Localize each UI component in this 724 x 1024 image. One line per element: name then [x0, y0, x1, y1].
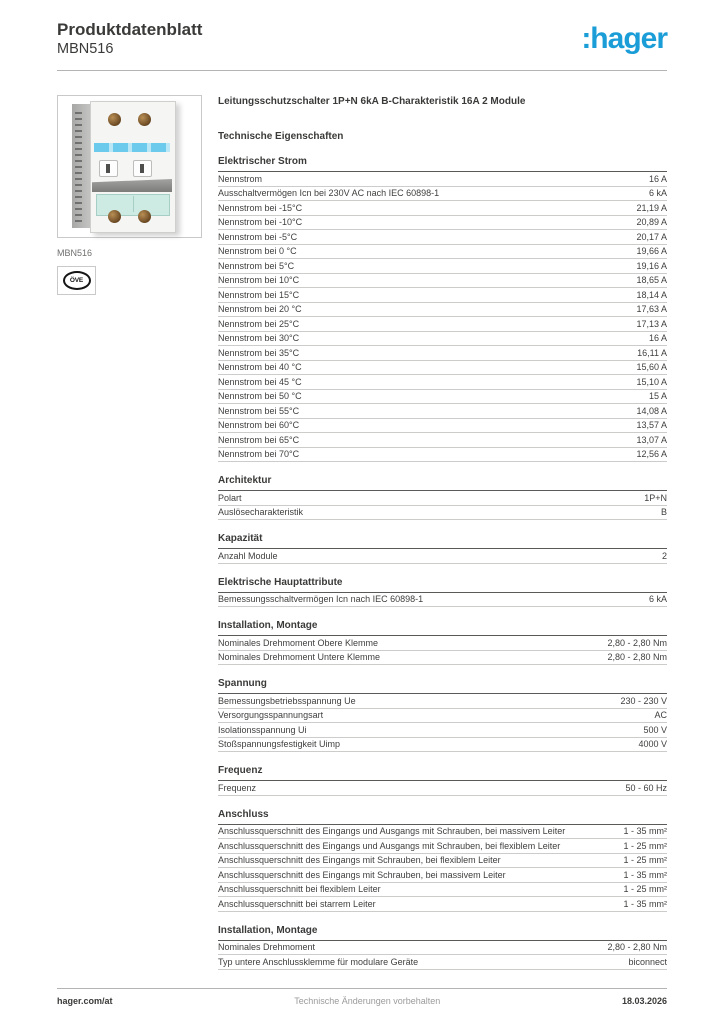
product-image-caption: MBN516	[57, 248, 93, 258]
spec-label: Nennstrom bei 20 °C	[218, 304, 302, 315]
spec-label: Auslösecharakteristik	[218, 507, 304, 518]
spec-row	[218, 433, 667, 448]
spec-value: 16,11 A	[637, 347, 667, 358]
spec-label: Nennstrom bei 35°C	[218, 347, 300, 358]
spec-value: 15 A	[648, 391, 667, 402]
spec-row	[218, 868, 667, 883]
spec-label: Nennstrom bei 15°C	[218, 289, 300, 300]
spec-row	[218, 854, 667, 869]
spec-label: Nennstrom bei 60°C	[218, 420, 300, 431]
spec-row	[218, 390, 667, 405]
spec-rows	[218, 593, 667, 608]
spec-value: 12,56 A	[636, 449, 667, 460]
spec-section	[218, 533, 667, 564]
spec-value: 15,10 A	[636, 376, 667, 387]
label-window	[96, 194, 170, 216]
spec-row	[218, 361, 667, 376]
spec-label: Polart	[218, 492, 242, 503]
spec-value: 1 - 25 mm²	[623, 884, 667, 895]
spec-label: Stoßspannungsfestigkeit Uimp	[218, 739, 341, 750]
breaker-handle	[92, 179, 172, 192]
product-title: Leitungsschutzschalter 1P+N 6kA B-Charakteristik 16A 2 Module	[218, 96, 526, 107]
spec-value: 6 kA	[648, 594, 667, 605]
spec-label: Versorgungsspannungsart	[218, 710, 324, 721]
spec-row	[218, 738, 667, 753]
page-footer	[57, 996, 667, 1006]
spec-row	[218, 317, 667, 332]
spec-label: Nennstrom bei -15°C	[218, 202, 303, 213]
product-reference: MBN516	[57, 41, 114, 57]
spec-row	[218, 375, 667, 390]
spec-row	[218, 897, 667, 912]
spec-section	[218, 678, 667, 752]
spec-column	[218, 96, 667, 970]
spec-value: 17,63 A	[636, 304, 667, 315]
spec-value: 1 - 25 mm²	[623, 840, 667, 851]
spec-label: Nennstrom bei 65°C	[218, 434, 300, 445]
spec-value: 13,07 A	[636, 434, 667, 445]
spec-section	[218, 809, 667, 912]
footer-website: hager.com/at	[57, 996, 113, 1006]
terminal-screw	[108, 210, 121, 223]
page-title: Produktdatenblatt	[57, 20, 203, 39]
header-divider	[57, 70, 667, 71]
spec-value: 17,13 A	[636, 318, 667, 329]
spec-rows	[218, 825, 667, 912]
spec-row	[218, 651, 667, 666]
spec-value: 1 - 25 mm²	[623, 855, 667, 866]
spec-value: biconnect	[628, 956, 667, 967]
spec-row	[218, 883, 667, 898]
spec-section-title: Installation, Montage	[218, 925, 667, 941]
spec-label: Nennstrom bei 30°C	[218, 333, 300, 344]
spec-label: Anschlussquerschnitt des Eingangs mit Schrauben, bei massivem Leiter	[218, 869, 506, 880]
spec-value: 18,65 A	[636, 275, 667, 286]
spec-label: Anschlussquerschnitt des Eingangs und Ausgangs mit Schrauben, bei flexiblem Leiter	[218, 840, 561, 851]
spec-label: Nennstrom bei 45 °C	[218, 376, 302, 387]
spec-label: Nennstrom bei 70°C	[218, 449, 300, 460]
spec-value: 20,89 A	[636, 217, 667, 228]
spec-row	[218, 491, 667, 506]
terminal-screw	[108, 113, 121, 126]
spec-section-title: Architektur	[218, 475, 667, 491]
spec-section	[218, 475, 667, 520]
spec-value: 2	[661, 550, 667, 561]
terminal-screw	[138, 113, 151, 126]
spec-row	[218, 723, 667, 738]
spec-label: Anschlussquerschnitt bei starrem Leiter	[218, 898, 376, 909]
spec-value: 2,80 - 2,80 Nm	[607, 942, 667, 953]
spec-value: 6 kA	[648, 188, 667, 199]
spec-section	[218, 156, 667, 462]
spec-row	[218, 825, 667, 840]
spec-value: 1 - 35 mm²	[623, 898, 667, 909]
spec-value: 1 - 35 mm²	[623, 869, 667, 880]
spec-section-title: Anschluss	[218, 809, 667, 825]
footer-date: 18.03.2026	[621, 996, 667, 1006]
spec-label: Anschlussquerschnitt des Eingangs mit Schrauben, bei flexiblem Leiter	[218, 855, 501, 866]
spec-row	[218, 288, 667, 303]
spec-value: AC	[654, 710, 667, 721]
spec-rows	[218, 694, 667, 752]
spec-row	[218, 636, 667, 651]
spec-row	[218, 506, 667, 521]
spec-label: Nennstrom	[218, 173, 263, 184]
spec-row	[218, 419, 667, 434]
spec-label: Nennstrom bei 5°C	[218, 260, 295, 271]
spec-section-title: Frequenz	[218, 765, 667, 781]
spec-label: Nennstrom bei 40 °C	[218, 362, 302, 373]
spec-rows	[218, 781, 667, 796]
spec-label: Nominales Drehmoment	[218, 942, 316, 953]
spec-label: Nennstrom bei -10°C	[218, 217, 303, 228]
ove-logo-icon: ÖVE	[63, 271, 91, 290]
spec-row	[218, 694, 667, 709]
spec-row	[218, 332, 667, 347]
spec-row	[218, 448, 667, 463]
spec-rows	[218, 549, 667, 564]
spec-value: 16 A	[648, 333, 667, 344]
breaker-body	[90, 101, 176, 233]
spec-label: Bemessungsbetriebsspannung Ue	[218, 695, 356, 706]
spec-value: 21,19 A	[636, 202, 667, 213]
spec-row	[218, 549, 667, 564]
tech-properties-heading: Technische Eigenschaften	[218, 131, 344, 142]
spec-row	[218, 230, 667, 245]
header-titles	[57, 20, 202, 58]
toggle-switch	[99, 160, 118, 177]
spec-value: 2,80 - 2,80 Nm	[607, 652, 667, 663]
spec-value: 2,80 - 2,80 Nm	[607, 637, 667, 648]
spec-value: 1P+N	[644, 492, 667, 503]
spec-row	[218, 216, 667, 231]
spec-rows	[218, 941, 667, 970]
spec-value: 50 - 60 Hz	[625, 782, 667, 793]
spec-rows	[218, 172, 667, 462]
spec-label: Nennstrom bei 10°C	[218, 275, 300, 286]
spec-row	[218, 172, 667, 187]
page-header	[57, 20, 667, 58]
spec-value: 13,57 A	[636, 420, 667, 431]
spec-row	[218, 259, 667, 274]
spec-row	[218, 404, 667, 419]
spec-section	[218, 925, 667, 970]
terminal-screw	[138, 210, 151, 223]
spec-row	[218, 781, 667, 796]
footer-notice: Technische Änderungen vorbehalten	[294, 996, 441, 1006]
spec-row	[218, 593, 667, 608]
spec-section-title: Installation, Montage	[218, 620, 667, 636]
spec-value: 19,16 A	[636, 260, 667, 271]
product-sidebar	[57, 95, 202, 295]
spec-label: Anschlussquerschnitt bei flexiblem Leiter	[218, 884, 381, 895]
label-band	[94, 143, 170, 152]
spec-value: B	[660, 507, 667, 518]
spec-value: 14,08 A	[636, 405, 667, 416]
spec-label: Anschlussquerschnitt des Eingangs und Ausgangs mit Schrauben, bei massivem Leiter	[218, 826, 566, 837]
spec-section-title: Elektrischer Strom	[218, 156, 667, 172]
spec-label: Typ untere Anschlussklemme für modulare Geräte	[218, 956, 419, 967]
spec-value: 1 - 35 mm²	[623, 826, 667, 837]
spec-label: Nennstrom bei 55°C	[218, 405, 300, 416]
spec-label: Nennstrom bei -5°C	[218, 231, 298, 242]
spec-rows	[218, 491, 667, 520]
spec-section-title: Spannung	[218, 678, 667, 694]
spec-label: Nominales Drehmoment Obere Klemme	[218, 637, 379, 648]
spec-section-title: Kapazität	[218, 533, 667, 549]
spec-value: 16 A	[648, 173, 667, 184]
footer-divider	[57, 988, 667, 989]
spec-label: Isolationsspannung Ui	[218, 724, 307, 735]
spec-sections	[218, 156, 667, 970]
circuit-breaker-illustration	[72, 101, 174, 231]
spec-row	[218, 303, 667, 318]
spec-value: 18,14 A	[636, 289, 667, 300]
spec-value: 15,60 A	[636, 362, 667, 373]
spec-row	[218, 955, 667, 970]
spec-label: Nennstrom bei 0 °C	[218, 246, 297, 257]
spec-value: 19,66 A	[636, 246, 667, 257]
spec-row	[218, 709, 667, 724]
spec-row	[218, 346, 667, 361]
spec-section	[218, 577, 667, 608]
spec-section	[218, 765, 667, 796]
spec-value: 20,17 A	[636, 231, 667, 242]
spec-value: 500 V	[643, 724, 667, 735]
spec-row	[218, 941, 667, 956]
spec-row	[218, 274, 667, 289]
hager-logo: :hager	[581, 22, 667, 55]
spec-row	[218, 839, 667, 854]
spec-label: Ausschaltvermögen Icn bei 230V AC nach IEC 60898-1	[218, 188, 440, 199]
spec-row	[218, 245, 667, 260]
spec-value: 4000 V	[638, 739, 667, 750]
spec-label: Nennstrom bei 50 °C	[218, 391, 302, 402]
spec-row	[218, 201, 667, 216]
spec-row	[218, 187, 667, 202]
spec-label: Bemessungsschaltvermögen Icn nach IEC 60898-1	[218, 594, 424, 605]
spec-label: Frequenz	[218, 782, 257, 793]
spec-label: Nennstrom bei 25°C	[218, 318, 300, 329]
spec-label: Anzahl Module	[218, 550, 278, 561]
spec-label: Nominales Drehmoment Untere Klemme	[218, 652, 381, 663]
spec-rows	[218, 636, 667, 665]
spec-value: 230 - 230 V	[620, 695, 667, 706]
spec-section-title: Elektrische Hauptattribute	[218, 577, 667, 593]
spec-section	[218, 620, 667, 665]
toggle-switch	[133, 160, 152, 177]
ove-certification-badge	[57, 266, 96, 295]
product-photo	[57, 95, 202, 238]
